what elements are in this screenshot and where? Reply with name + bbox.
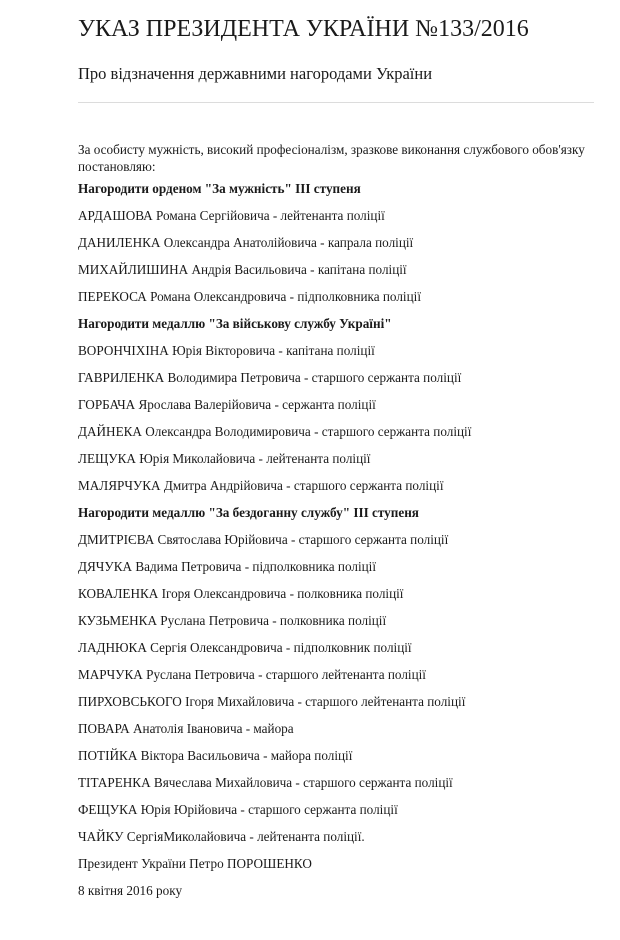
award-recipient: ГАВРИЛЕНКА Володимира Петровича - старшого сержанта поліції	[78, 370, 462, 385]
award-recipient: КОВАЛЕНКА Ігоря Олександровича - полковника поліції	[78, 586, 404, 601]
title-divider	[78, 102, 594, 103]
award-recipient: ВОРОНЧІХІНА Юрія Вікторовича - капітана поліції	[78, 343, 375, 358]
award-recipient: ПЕРЕКОСА Романа Олександровича - підполковника поліції	[78, 289, 421, 304]
award-recipient: ЧАЙКУ СергіяМиколайовича - лейтенанта поліції.	[78, 829, 365, 844]
award-recipient: ФЕЩУКА Юрія Юрійовича - старшого сержанта поліції	[78, 802, 398, 817]
award-recipient: ЛЕЩУКА Юрія Миколайовича - лейтенанта поліції	[78, 451, 371, 466]
award-recipient: АРДАШОВА Романа Сергійовича - лейтенанта поліції	[78, 208, 385, 223]
award-recipient: ПОВАРА Анатолія Івановича - майора	[78, 721, 294, 736]
section-heading: Нагородити медаллю "За військову службу Україні"	[78, 316, 392, 331]
signature: Президент України Петро ПОРОШЕНКО	[78, 856, 312, 871]
page-title: УКАЗ ПРЕЗИДЕНТА УКРАЇНИ №133/2016	[78, 16, 529, 42]
award-recipient: КУЗЬМЕНКА Руслана Петровича - полковника поліції	[78, 613, 387, 628]
page-subtitle: Про відзначення державними нагородами України	[78, 64, 433, 83]
decree-body	[78, 142, 598, 904]
award-recipient: ДЯЧУКА Вадима Петровича - підполковника поліції	[78, 559, 377, 574]
award-recipient: ГОРБАЧА Ярослава Валерійовича - сержанта поліції	[78, 397, 376, 412]
award-recipient: ДАЙНЕКА Олександра Володимировича - старшого сержанта поліції	[78, 424, 472, 439]
award-recipient: ДМИТРІЄВА Святослава Юрійовича - старшого сержанта поліції	[78, 532, 449, 547]
decree-date: 8 квітня 2016 року	[78, 883, 183, 898]
award-recipient: ДАНИЛЕНКА Олександра Анатолійовича - капрала поліції	[78, 235, 414, 250]
section-heading: Нагородити медаллю "За бездоганну службу" ІІІ ступеня	[78, 505, 419, 520]
award-recipient: ПИРХОВСЬКОГО Ігоря Михайловича - старшого лейтенанта поліції	[78, 694, 466, 709]
award-recipient: ПОТІЙКА Віктора Васильовича - майора поліції	[78, 748, 353, 763]
decree-intro: За особисту мужність, високий професіоналізм, зразкове виконання службового обов'язку постановляю:	[78, 142, 585, 174]
award-recipient: МИХАЙЛИШИНА Андрія Васильовича - капітана поліції	[78, 262, 407, 277]
award-recipient: МАЛЯРЧУКА Дмитра Андрійовича - старшого сержанта поліції	[78, 478, 444, 493]
award-recipient: ТІТАРЕНКА Вячеслава Михайловича - старшого сержанта поліції	[78, 775, 453, 790]
award-recipient: МАРЧУКА Руслана Петровича - старшого лейтенанта поліції	[78, 667, 426, 682]
award-recipient: ЛАДНЮКА Сергія Олександровича - підполковник поліції	[78, 640, 412, 655]
section-heading: Нагородити орденом "За мужність" ІІІ ступеня	[78, 181, 361, 196]
